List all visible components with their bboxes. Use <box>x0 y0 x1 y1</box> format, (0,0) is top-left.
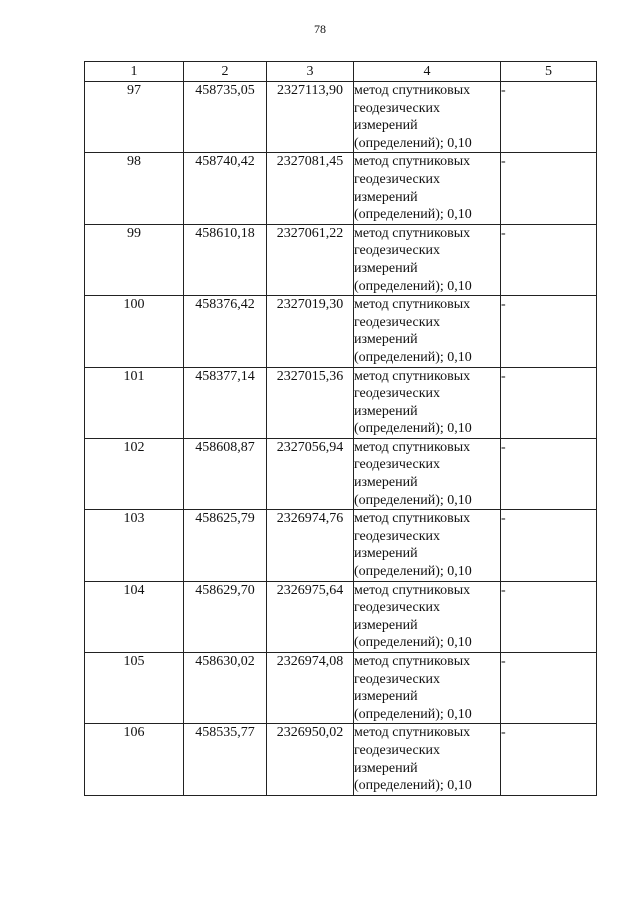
coordinate-y: 2327061,22 <box>267 224 354 295</box>
coordinate-y: 2326975,64 <box>267 581 354 652</box>
coordinate-y: 2326974,08 <box>267 653 354 724</box>
point-number: 105 <box>85 653 184 724</box>
coordinate-y: 2326974,76 <box>267 510 354 581</box>
note: - <box>501 581 597 652</box>
column-header-1: 1 <box>85 62 184 82</box>
column-header-4: 4 <box>354 62 501 82</box>
method-accuracy: метод спутниковых геодезических измерений (определений); 0,10 <box>354 581 501 652</box>
point-number: 98 <box>85 153 184 224</box>
table-row <box>85 438 597 509</box>
point-number: 99 <box>85 224 184 295</box>
note: - <box>501 438 597 509</box>
method-accuracy: метод спутниковых геодезических измерений (определений); 0,10 <box>354 653 501 724</box>
method-accuracy: метод спутниковых геодезических измерений (определений); 0,10 <box>354 510 501 581</box>
method-accuracy: метод спутниковых геодезических измерений (определений); 0,10 <box>354 82 501 153</box>
coordinate-x: 458630,02 <box>184 653 267 724</box>
table-row <box>85 296 597 367</box>
coordinate-y: 2327056,94 <box>267 438 354 509</box>
note: - <box>501 153 597 224</box>
column-header-2: 2 <box>184 62 267 82</box>
table-row <box>85 82 597 153</box>
note: - <box>501 724 597 795</box>
coordinate-x: 458735,05 <box>184 82 267 153</box>
note: - <box>501 510 597 581</box>
coordinate-y: 2327015,36 <box>267 367 354 438</box>
coordinate-x: 458608,87 <box>184 438 267 509</box>
coordinate-x: 458629,70 <box>184 581 267 652</box>
method-accuracy: метод спутниковых геодезических измерений (определений); 0,10 <box>354 153 501 224</box>
table-header-row <box>85 62 597 82</box>
point-number: 97 <box>85 82 184 153</box>
coordinate-x: 458535,77 <box>184 724 267 795</box>
coordinate-x: 458610,18 <box>184 224 267 295</box>
coordinate-y: 2327081,45 <box>267 153 354 224</box>
table-row <box>85 224 597 295</box>
table-row <box>85 153 597 224</box>
method-accuracy: метод спутниковых геодезических измерений (определений); 0,10 <box>354 438 501 509</box>
table-row <box>85 510 597 581</box>
method-accuracy: метод спутниковых геодезических измерений (определений); 0,10 <box>354 724 501 795</box>
column-header-5: 5 <box>501 62 597 82</box>
table-row <box>85 724 597 795</box>
coordinate-y: 2326950,02 <box>267 724 354 795</box>
column-header-3: 3 <box>267 62 354 82</box>
note: - <box>501 653 597 724</box>
point-number: 106 <box>85 724 184 795</box>
point-number: 102 <box>85 438 184 509</box>
note: - <box>501 367 597 438</box>
table-row <box>85 581 597 652</box>
point-number: 103 <box>85 510 184 581</box>
coordinate-x: 458376,42 <box>184 296 267 367</box>
coordinate-y: 2327019,30 <box>267 296 354 367</box>
note: - <box>501 82 597 153</box>
point-number: 104 <box>85 581 184 652</box>
point-number: 100 <box>85 296 184 367</box>
note: - <box>501 296 597 367</box>
coordinate-x: 458625,79 <box>184 510 267 581</box>
table-row <box>85 653 597 724</box>
method-accuracy: метод спутниковых геодезических измерений (определений); 0,10 <box>354 224 501 295</box>
coordinates-table <box>84 61 597 796</box>
coordinate-x: 458740,42 <box>184 153 267 224</box>
note: - <box>501 224 597 295</box>
coordinate-y: 2327113,90 <box>267 82 354 153</box>
point-number: 101 <box>85 367 184 438</box>
method-accuracy: метод спутниковых геодезических измерений (определений); 0,10 <box>354 367 501 438</box>
table-row <box>85 367 597 438</box>
page-number: 78 <box>314 22 326 36</box>
coordinate-x: 458377,14 <box>184 367 267 438</box>
method-accuracy: метод спутниковых геодезических измерений (определений); 0,10 <box>354 296 501 367</box>
